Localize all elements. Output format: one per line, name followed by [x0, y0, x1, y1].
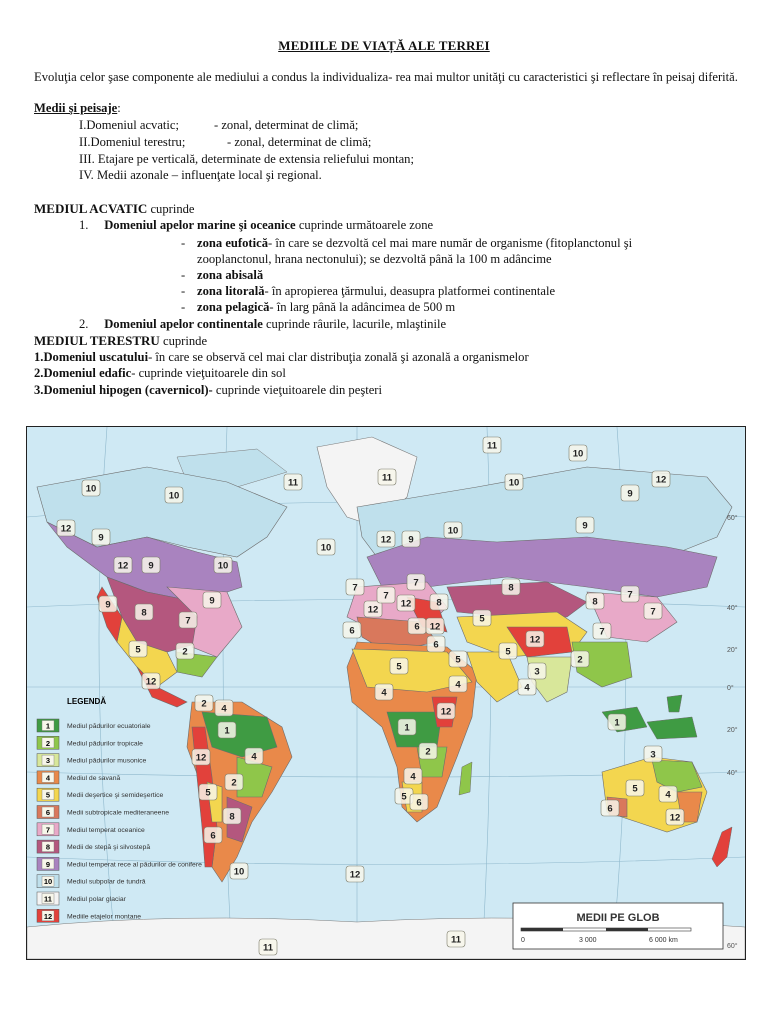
map-badge-label: 5: [396, 661, 402, 673]
legend-number: 4: [45, 773, 51, 783]
map-badge-8: [223, 808, 241, 824]
legend-item-5: [37, 788, 164, 801]
map-badge-5: [129, 641, 147, 657]
legend-item-11: [37, 892, 127, 905]
zone-litorala-name: zona litorală: [197, 284, 265, 298]
legend-label: Mediul pădurilor musonice: [67, 757, 147, 765]
map-badge-2: [419, 743, 437, 759]
legend-number: 9: [45, 859, 51, 869]
acvatic-item-1: [79, 218, 433, 233]
map-badge-5: [626, 780, 644, 796]
map-badge-label: 4: [251, 751, 257, 763]
map-badge-label: 11: [262, 942, 274, 954]
map-badge-label: 9: [582, 520, 588, 532]
latitude-label: 40°: [727, 605, 738, 612]
domain-line-4: IV. Medii azonale – influenţate local şi regional.: [79, 168, 322, 182]
map-badge-10: [230, 863, 248, 879]
north-america: [37, 467, 287, 707]
map-badge-10: [569, 445, 587, 461]
map-badge-label: 3: [534, 666, 540, 678]
map-badge-label: 7: [383, 590, 389, 602]
map-badge-1: [608, 714, 626, 730]
map-badge-label: 11: [287, 477, 299, 489]
map-badge-9: [576, 517, 594, 533]
map-badge-12: [57, 520, 75, 536]
map-badge-label: 4: [381, 687, 387, 699]
arabia: [467, 652, 522, 702]
acvatic-item-1-num: 1.: [79, 218, 89, 232]
map-badge-5: [390, 658, 408, 674]
legend-label: Mediul temperat rece al pădurilor de conifere: [67, 861, 202, 869]
map-badge-label: 5: [505, 646, 511, 658]
legend-number: 3: [45, 756, 51, 766]
acvatic-after: cuprinde: [150, 202, 195, 216]
map-badge-7: [621, 586, 639, 602]
map-badge-label: 2: [577, 654, 583, 666]
legend-item-2: [37, 736, 143, 749]
map-badge-11: [284, 474, 302, 490]
map-badge-label: 8: [508, 582, 514, 594]
map-badge-7: [593, 623, 611, 639]
terestru-item-3-bold: 3.Domeniul hipogen (cavernicol)-: [34, 383, 213, 397]
map-badge-label: 2: [201, 698, 207, 710]
legend: [37, 697, 202, 922]
zone-dash: -: [181, 236, 186, 250]
map-badge-label: 9: [148, 560, 154, 572]
map-badge-label: 9: [98, 532, 104, 544]
legend-number: 11: [44, 894, 52, 904]
map-badge-9: [142, 557, 160, 573]
map-badge-label: 6: [416, 797, 422, 809]
map-badge-10: [317, 539, 335, 555]
acvatic-heading: MEDIUL ACVATIC: [34, 201, 148, 216]
map-badge-label: 10: [233, 866, 245, 878]
map-badge-4: [215, 700, 233, 716]
legend-number: 7: [45, 825, 51, 835]
legend-label: Mediul subpolar de tundră: [67, 878, 146, 886]
acvatic-item-1-rest: cuprinde următoarele zone: [298, 218, 434, 232]
domain-line-2: [79, 135, 372, 150]
map-badge-label: 11: [450, 934, 462, 946]
legend-item-10: [37, 875, 146, 888]
map-badge-4: [518, 679, 536, 695]
map-badge-label: 5: [135, 644, 141, 656]
map-badge-label: 9: [105, 599, 111, 611]
map-badge-label: 5: [401, 791, 407, 803]
terestru-heading-line: [34, 333, 207, 349]
map-title-box: [513, 903, 723, 949]
new-zealand: [712, 827, 732, 867]
zone-eufotica-name: zona eufotică: [197, 236, 268, 250]
map-badge-7: [407, 574, 425, 590]
map-badge-label: 9: [209, 595, 215, 607]
map-badge-label: 5: [479, 613, 485, 625]
legend-number: 12: [43, 911, 53, 921]
map-badge-label: 4: [524, 682, 530, 694]
map-badge-11: [483, 437, 501, 453]
legend-item-4: [37, 771, 120, 784]
map-badge-label: 1: [404, 722, 410, 734]
map-badge-label: 7: [185, 615, 191, 627]
terestru-item-2: [34, 366, 286, 381]
scale-label-0: 0: [521, 937, 525, 944]
map-badge-label: 6: [414, 621, 420, 633]
map-badge-2: [176, 643, 194, 659]
terestru-item-2-bold: 2.Domeniul edafic: [34, 366, 132, 380]
map-badge-9: [203, 592, 221, 608]
map-badge-7: [346, 579, 364, 595]
map-badge-10: [505, 474, 523, 490]
terestru-item-1-bold: 1.Domeniul uscatului: [34, 350, 149, 364]
legend-item-8: [37, 840, 150, 853]
map-badge-9: [621, 485, 639, 501]
legend-number: 10: [43, 877, 53, 887]
map-badge-label: 10: [447, 525, 459, 537]
map-badge-label: 10: [508, 477, 520, 489]
map-badge-label: 7: [650, 606, 656, 618]
map-badge-5: [449, 651, 467, 667]
map-badge-label: 7: [413, 577, 419, 589]
legend-item-7: [37, 823, 145, 836]
zone-abisala-name: zona abisală: [197, 268, 264, 282]
map-badge-10: [214, 557, 232, 573]
legend-label: Mediul pădurilor tropicale: [67, 740, 143, 748]
map-badge-7: [179, 612, 197, 628]
map-badge-3: [528, 663, 546, 679]
map-badge-4: [659, 786, 677, 802]
page-title: MEDIILE DE VIAȚĂ ALE TERREI: [278, 38, 490, 53]
domain-1-desc: - zonal, determinat de climă;: [214, 118, 359, 132]
map-badge-label: 4: [455, 679, 461, 691]
map-badge-9: [92, 529, 110, 545]
map-badge-6: [601, 800, 619, 816]
map-badge-label: 12: [60, 523, 72, 535]
terestru-item-1-rest: - în care se observă cel mai clar distribuţia zonală şi azonală a organismelor: [148, 350, 529, 364]
zone-pelagica: [181, 300, 455, 315]
legend-label: Medii subtropicale mediteraneene: [67, 809, 170, 817]
medii-heading-line: [34, 101, 121, 116]
map-title-box-frame: [513, 903, 723, 949]
map-badge-10: [165, 487, 183, 503]
map-badge-12: [437, 703, 455, 719]
legend-label: Medii deşertice şi semideşertice: [67, 792, 164, 800]
scale-label-6000: 6 000 km: [649, 937, 678, 944]
latitude-label: 60°: [727, 515, 738, 522]
map-badge-6: [204, 827, 222, 843]
map-badge-label: 6: [607, 803, 613, 815]
legend-item-6: [37, 806, 169, 819]
map-badge-7: [377, 587, 395, 603]
legend-label: Mediul temperat oceanice: [67, 826, 145, 834]
map-badge-label: 3: [650, 749, 656, 761]
map-badge-label: 12: [367, 604, 379, 616]
legend-number: 2: [45, 738, 51, 748]
map-badge-10: [82, 480, 100, 496]
map-badge-8: [135, 604, 153, 620]
latitude-label: 40°: [727, 770, 738, 777]
map-badge-8: [430, 594, 448, 610]
map-badge-label: 12: [380, 534, 392, 546]
map-badge-label: 10: [320, 542, 332, 554]
zone-eufotica: [181, 236, 632, 251]
map-badge-label: 10: [168, 490, 180, 502]
legend-item-9: [37, 857, 202, 870]
map-box-title: MEDII PE GLOB: [576, 912, 660, 924]
map-badge-12: [192, 749, 210, 765]
map-badge-label: 5: [632, 783, 638, 795]
map-badge-12: [142, 673, 160, 689]
map-badge-label: 4: [221, 703, 227, 715]
map-badge-label: 2: [425, 746, 431, 758]
map-badge-label: 12: [429, 621, 441, 633]
domain-line-3: III. Etajare pe verticală, determinate de extensia reliefului montan;: [79, 152, 414, 166]
zone-eufotica-desc: - în care se dezvoltă cel mai mare număr de organisme (fitoplanctonul şi: [268, 236, 633, 250]
legend-items: [37, 719, 202, 922]
map-badge-label: 12: [145, 676, 157, 688]
map-badge-2: [195, 695, 213, 711]
zone-dash: -: [181, 300, 186, 314]
map-badge-4: [449, 676, 467, 692]
acvatic-item-2: [79, 317, 446, 332]
map-badge-label: 12: [529, 634, 541, 646]
map-badge-8: [586, 593, 604, 609]
map-badge-7: [644, 603, 662, 619]
zone-eufotica-cont: zooplanctonul, hrana nectonului); se dezvoltă până la 100 m adâncime: [197, 252, 552, 266]
map-badge-2: [225, 774, 243, 790]
map-badge-label: 8: [592, 596, 598, 608]
map-badge-label: 2: [182, 646, 188, 658]
map-badge-5: [499, 643, 517, 659]
map-badge-4: [245, 748, 263, 764]
map-badge-label: 8: [141, 607, 147, 619]
terestru-item-1: [34, 350, 529, 365]
domain-1-label: I.Domeniul acvatic;: [79, 118, 180, 132]
map-badge-11: [259, 939, 277, 955]
map-badge-12: [364, 601, 382, 617]
latitude-label: 0°: [727, 685, 734, 692]
map-badge-label: 12: [117, 560, 129, 572]
map-badge-4: [375, 684, 393, 700]
map-badge-label: 7: [352, 582, 358, 594]
map-badge-label: 6: [210, 830, 216, 842]
map-badge-label: 12: [669, 812, 681, 824]
scale-label-3000: 3 000: [579, 937, 597, 944]
latitude-label: 20°: [727, 647, 738, 654]
map-badge-label: 11: [381, 472, 393, 484]
map-badge-11: [447, 931, 465, 947]
map-badge-label: 7: [627, 589, 633, 601]
terestru-after: cuprinde: [162, 334, 208, 348]
map-badge-9: [99, 596, 117, 612]
latitude-label: 60°: [727, 943, 738, 950]
map-badge-2: [571, 651, 589, 667]
map-badge-label: 1: [224, 725, 230, 737]
madagascar: [459, 762, 472, 795]
legend-title: LEGENDĂ: [67, 697, 107, 706]
map-badge-12: [114, 557, 132, 573]
map-badge-6: [343, 622, 361, 638]
map-badge-12: [652, 471, 670, 487]
map-badge-3: [644, 746, 662, 762]
map-badge-12: [377, 531, 395, 547]
zone-dash: -: [181, 284, 186, 298]
legend-number: 6: [45, 808, 51, 817]
map-badge-label: 5: [455, 654, 461, 666]
map-badge-9: [402, 531, 420, 547]
map-badge-5: [473, 610, 491, 626]
map-badge-12: [526, 631, 544, 647]
map-badge-6: [427, 636, 445, 652]
medii-colon: :: [117, 101, 121, 115]
legend-label: Medii de stepă şi silvostepă: [67, 844, 151, 852]
map-badge-label: 8: [229, 811, 235, 823]
terestru-item-2-rest: - cuprinde vieţuitoarele din sol: [131, 366, 286, 380]
zone-litorala: [181, 284, 555, 299]
map-badge-label: 12: [195, 752, 207, 764]
zone-abisala: [181, 268, 263, 283]
legend-number: 5: [45, 790, 51, 800]
map-badge-11: [378, 469, 396, 485]
legend-number: 8: [45, 842, 51, 852]
map-badge-label: 10: [572, 448, 584, 460]
domain-2-label: II.Domeniul terestru;: [79, 135, 186, 149]
scale-bar-seg2: [606, 928, 648, 931]
legend-label: Mediul polar glaciar: [67, 896, 126, 903]
legend-item-1: [37, 719, 151, 732]
latitude-labels: [727, 514, 738, 950]
map-badge-label: 12: [400, 598, 412, 610]
acvatic-item-2-num: 2.: [79, 317, 89, 331]
map-badge-label: 4: [665, 789, 671, 801]
zone-pelagica-desc: - în larg până la adâncimea de 500 m: [269, 300, 456, 314]
map-badge-10: [444, 522, 462, 538]
legend-number: 1: [45, 721, 51, 731]
legend-label: Mediul pădurilor ecuatoriale: [67, 723, 151, 730]
map-badge-12: [666, 809, 684, 825]
map-badge-label: 6: [349, 625, 355, 637]
map-badge-12: [346, 866, 364, 882]
map-badge-label: 9: [408, 534, 414, 546]
map-badge-8: [502, 579, 520, 595]
map-badge-5: [199, 784, 217, 800]
map-badge-1: [218, 722, 236, 738]
acvatic-heading-line: [34, 201, 195, 217]
map-badge-label: 9: [627, 488, 633, 500]
map-badge-label: 7: [599, 626, 605, 638]
map-badge-label: 6: [433, 639, 439, 651]
intro-paragraph: Evoluţia celor şase componente ale mediului a condus la individualiza- rea mai multor unităţi cu caracteristici şi reflectare în peisaj diferită.: [34, 70, 738, 84]
domain-line-1: [79, 118, 359, 133]
map-badge-label: 11: [486, 440, 498, 452]
map-badge-label: 8: [436, 597, 442, 609]
zone-litorala-desc: - în apropierea ţărmului, deasupra platformei continentale: [264, 284, 556, 298]
map-badge-label: 2: [231, 777, 237, 789]
zone-pelagica-name: zona pelagică: [197, 300, 270, 314]
australia: [602, 757, 707, 832]
map-badge-12: [426, 618, 444, 634]
map-badge-label: 10: [85, 483, 97, 495]
map-badge-12: [397, 595, 415, 611]
scale-bar-seg1: [521, 928, 563, 931]
map-badge-4: [404, 768, 422, 784]
acvatic-item-1-bold: Domeniul apelor marine şi oceanice: [104, 218, 296, 232]
legend-label: Mediile etajelor montane: [67, 913, 142, 921]
map-badge-6: [410, 794, 428, 810]
legend-label: Mediul de savană: [67, 774, 121, 782]
map-badge-label: 12: [655, 474, 667, 486]
world-environments-map: [26, 426, 746, 960]
map-badge-label: 4: [410, 771, 416, 783]
map-badge-label: 12: [349, 869, 361, 881]
map-badge-label: 10: [217, 560, 229, 572]
map-badge-1: [398, 719, 416, 735]
terestru-item-3: [34, 383, 382, 398]
legend-item-3: [37, 754, 147, 767]
acvatic-item-2-rest: cuprinde râurile, lacurile, mlaştinile: [265, 317, 447, 331]
domain-2-desc: - zonal, determinat de climă;: [227, 135, 372, 149]
map-badge-label: 5: [205, 787, 211, 799]
terestru-heading: MEDIUL TERESTRU: [34, 333, 160, 348]
map-badge-label: 12: [440, 706, 452, 718]
acvatic-item-2-bold: Domeniul apelor continentale: [104, 317, 263, 331]
zone-dash: -: [181, 268, 186, 282]
map-svg: [27, 427, 745, 959]
latitude-label: 20°: [727, 727, 738, 734]
medii-heading: Medii şi peisaje: [34, 101, 118, 115]
map-badge-6: [408, 618, 426, 634]
map-badge-label: 1: [614, 717, 620, 729]
terestru-item-3-rest: cuprinde vieţuitoarele din peşteri: [212, 383, 383, 397]
